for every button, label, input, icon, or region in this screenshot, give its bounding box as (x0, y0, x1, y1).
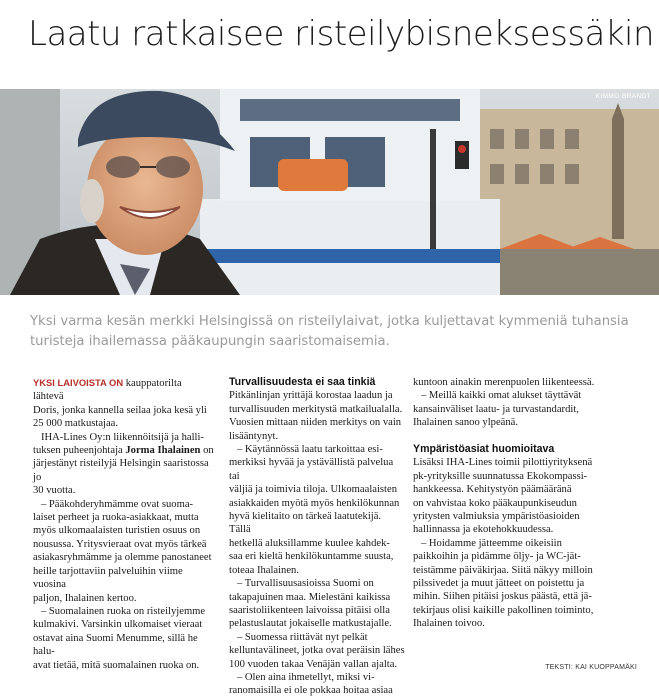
article-photo (0, 89, 659, 295)
line: laiset perheet ja ruoka-asiakkaat, mutta (33, 512, 199, 524)
text-run: – Turvallisuusasioissa Suomi on (236, 578, 374, 590)
text-run: tuksen puheenjohtaja (33, 445, 126, 457)
line: hetkellä aluksillamme kuulee kahdek- (229, 537, 390, 549)
text-run: IHA-Lines Oy:n liikennöitsijä ja halli- (40, 431, 204, 443)
line: pilssivedet ja muut jätteet on poistettu ja (413, 578, 585, 590)
text-run: on (200, 445, 214, 457)
text-run: – Käytännössä laatu tarkoittaa esi- (236, 444, 383, 456)
line: ostavat aina Suomi Menumme, sillä he halu- (33, 632, 198, 658)
line: yritysten valmiuksia ympäristöasioiden (413, 511, 580, 523)
photo-credit: KIMMO BRANDT (595, 93, 651, 100)
text-run: – Suomalainen ruoka on risteilyjemme (40, 605, 206, 617)
text-run: – Pääkohderyhmämme ovat suoma- (40, 498, 194, 510)
line (33, 444, 214, 457)
line (229, 443, 405, 456)
line: hyvä kielitaito on tärkeä laatutekijä. Tällä (229, 511, 382, 536)
line: avat tietää, mitä suomalainen ruoka on. (33, 659, 200, 671)
text-run: – Suomessa riittävät nyt pelkät (236, 631, 368, 643)
line: kulmakivi. Varsinkin ulkomaiset vieraat (33, 619, 203, 631)
line: on vahvistaa koko pääkaupunkiseudun (413, 497, 577, 509)
photo-person-face (87, 123, 203, 255)
line: kansainväliset laatu- ja turvastandardit, (413, 403, 579, 415)
line: kelluntavälineet, jotka ovat peräisin lähes (229, 645, 405, 657)
text-run: – Olen aina ihmetellyt, miksi vi- (236, 671, 375, 683)
line: 25 000 matkustajaa. (33, 418, 119, 430)
line: väljiä ja toimivia tiloja. Ulkomaalaisten (229, 484, 397, 496)
article-lede: Yksi varma kesän merkki Helsingissä on risteilylaivat, jotka kuljettavat kymmeniä tuhansia turisteja ihailemassa pääkaupungin saaristomaisemia. (30, 314, 629, 349)
article-column-2 (229, 376, 405, 698)
line (413, 389, 607, 402)
line: heille tarjottaviin palveluihin viime vuosina (33, 565, 183, 591)
line: Doris, jonka kannella seilaa joka kesä yli (33, 404, 207, 416)
line: järjestänyt risteilyjä Helsingin saaristossa jo (33, 458, 209, 483)
subheading: Ympäristöasiat huomioitava (413, 443, 555, 456)
line (229, 671, 405, 684)
line: teistämme päiväkirjaa. Siitä näkyy milloin (413, 564, 593, 576)
line: ranomaisilla ei ole pokkaa hoitaa asiaa (229, 685, 393, 697)
line: merkiksi hyvää ja ystävällistä palvelua tai (229, 457, 394, 482)
line: asiakkaiden myötä myös henkilökunnan (229, 497, 400, 509)
photo-person-glasses-left (106, 156, 140, 178)
line: Pitkänlinjan yrittäjä korostaa laadun ja (229, 390, 393, 402)
line: turvallisuuden merkitystä matkailualalla. (229, 403, 403, 415)
line: pk-yrityksille suunnatussa Ekokompassi- (413, 470, 588, 482)
line: Ihalainen sanoo ylpeänä. (413, 417, 519, 429)
article-headline: Laatu ratkaisee risteilybisneksessäkin (28, 14, 655, 54)
photo-ship-hull (200, 199, 500, 295)
line: asiakasryhmämme ja olemme panostaneet (33, 552, 212, 564)
text-run: – Meillä kaikki omat alukset täyttävät (420, 390, 582, 402)
line (33, 431, 214, 444)
photo-obelisk (612, 119, 624, 239)
line (33, 376, 214, 404)
photo-person-glasses-right (156, 156, 190, 178)
text-run: kauppatorilta lähtevä (33, 378, 182, 403)
line: paikkoihin ja pidämme öljy- ja WC-jät- (413, 551, 581, 563)
line: saa eri kieltä henkilökuntamme suusta, (229, 551, 394, 563)
line: pelastuslautat jokaiselle matkustajalle. (229, 618, 392, 630)
line: nousussa. Yritysvieraat ovat myös tärkeä (33, 538, 207, 550)
subheading: Turvallisuudesta ei saa tinkiä (229, 376, 376, 388)
line: hallinnassa ja ekotehokkuudessa. (413, 524, 554, 536)
line: Vuosien mittaan niiden merkitys on vain (229, 417, 402, 429)
text-credit: TEKSTI: KAI KUOPPAMÄKI (545, 664, 637, 671)
line: takapajuinen maa. Mielestäni kaikissa (229, 591, 391, 603)
line (413, 537, 607, 550)
line: 100 vuoden takaa Venäjän vallan ajalta. (229, 658, 398, 670)
article-column-1 (33, 376, 214, 672)
paragraph-gap (413, 430, 607, 443)
line (33, 605, 214, 618)
line: mihin. Siihen pitäisi joskus päästä, että jä- (413, 591, 592, 603)
article-column-3 (413, 376, 607, 631)
line (229, 631, 405, 644)
line: Lisäksi IHA-Lines toimii pilottiyrityksenä (413, 457, 593, 469)
line: kuntoon ainakin merenpuolen liikenteessä. (413, 377, 595, 388)
line: lisääntynyt. (229, 430, 279, 442)
line: saaristoliikenteen laivoissa pitäisi olla (229, 604, 390, 616)
line: tekirjaus olisi kaikille pakollinen toiminto, (413, 604, 594, 616)
line: toteaa Ihalainen. (229, 564, 299, 576)
line: 30 vuotta. (33, 485, 76, 497)
line: myös ulkomaalaisten turistien osuus on (33, 525, 201, 537)
line: Ihalainen toivoo. (413, 618, 485, 630)
line (229, 577, 405, 590)
lead-in-caps: YKSI LAIVOISTA ON (33, 377, 124, 388)
person-name: Jorma Ihalainen (125, 445, 201, 457)
photo-lifeboat (278, 159, 348, 191)
line (33, 498, 214, 511)
text-run: – Hoidamme jätteemme oikeisiin (420, 537, 562, 549)
line: paljon, Ihalainen kertoo. (33, 592, 137, 604)
line: hankkeessa. Kehitystyön päämääränä (413, 484, 572, 496)
